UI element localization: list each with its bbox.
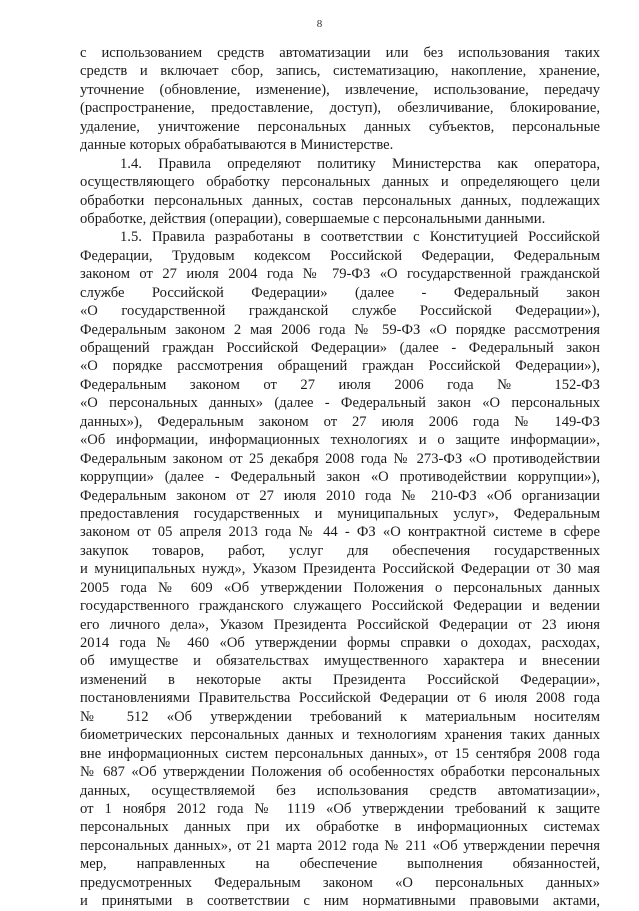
text-line: «Об информации, информационных технологиях и о защите информации», xyxy=(80,432,600,449)
text-line: «О государственной гражданской службе Российской Федерации»), xyxy=(80,303,600,320)
text-line: вне информационных систем персональных данных», от 15 сентября 2008 года xyxy=(80,745,600,762)
text-line: законом от 05 апреля 2013 года № 44 - ФЗ «О контрактной системе в сфере xyxy=(80,524,600,541)
text-line: законом от 27 июля 2004 года № 79-ФЗ «О государственной гражданской xyxy=(80,266,600,283)
text-line: «О порядке рассмотрения обращений граждан Российской Федерации»), xyxy=(80,358,600,375)
text-line: закупок товаров, работ, услуг для обеспечения государственных xyxy=(80,542,600,559)
text-line: обращений граждан Российской Федерации» (далее - Федеральный закон xyxy=(80,340,600,356)
text-line: Федеральным законом от 27 июля 2010 года № 210-ФЗ «Об организации xyxy=(80,487,600,504)
text-line: с использованием средств автоматизации или без использования таких xyxy=(80,45,600,61)
text-line: постановлениями Правительства Российской Федерации от 6 июля 2008 года xyxy=(80,690,600,707)
text-line: об имуществе и обязательствах имущественного характера и внесении xyxy=(80,653,600,670)
body-text xyxy=(80,44,600,911)
page-number: 8 xyxy=(316,18,323,30)
text-line: изменений в некоторые акты Президента Российской Федерации», xyxy=(80,671,600,688)
text-line: мер, направленных на обеспечение выполнения обязанностей, xyxy=(80,856,600,873)
text-line: 2014 года № 460 «Об утверждении формы справки о доходах, расходах, xyxy=(80,635,600,651)
text-line: № 512 «Об утверждении требований к материальным носителям xyxy=(80,708,600,725)
text-line: предусмотренных Федеральным законом «О персональных данных» xyxy=(80,874,600,891)
text-line: предоставления государственных и муниципальных услуг», Федеральным xyxy=(80,505,600,522)
text-line: «О персональных данных» (далее - Федеральный закон «О персональных xyxy=(80,395,600,412)
text-line: персональных данных при их обработке в информационных системах xyxy=(80,819,600,836)
text-line: данных, осуществляемой без использования средств автоматизации», xyxy=(80,782,600,799)
text-line: уточнение (обновление, изменение), извлечение, использование, передачу xyxy=(80,81,600,98)
text-line: обработки персональных данных, состав персональных данных, подлежащих xyxy=(80,192,600,209)
text-line: 2005 года № 609 «Об утверждении Положения о персональных данных xyxy=(80,579,600,596)
paragraph-1-5-start: 1.5. Правила разработаны в соответствии с Конституцией Российской xyxy=(120,229,600,246)
text-line: № 687 «Об утверждении Положения об особенностях обработки персональных xyxy=(80,764,600,781)
text-line: и принятыми в соответствии с ним нормативными правовыми актами, xyxy=(80,893,600,910)
text-line: персональных данных», от 21 марта 2012 года № 211 «Об утверждении перечня xyxy=(80,837,600,854)
text-line: государственного гражданского служащего Российской Федерации и ведении xyxy=(80,598,600,615)
text-line: Федерации, Трудовым кодексом Российской Федерации, Федеральным xyxy=(80,247,600,264)
text-line: Федеральным законом от 25 декабря 2008 года № 273-ФЗ «О противодействии xyxy=(80,450,600,467)
text-line: обработке, действия (операции), совершаемые с персональными данными. xyxy=(80,210,546,227)
text-line: от 1 ноября 2012 года № 1119 «Об утверждении требований к защите xyxy=(80,800,600,817)
text-line: биометрических персональных данных и технологиям хранения таких данных xyxy=(80,727,600,744)
text-line: и муниципальных нужд», Указом Президента Российской Федерации от 30 мая xyxy=(80,561,600,578)
text-line: коррупции» (далее - Федеральный закон «О противодействии коррупции»), xyxy=(80,469,600,486)
text-line: Федеральным законом 2 мая 2006 года № 59-ФЗ «О порядке рассмотрения xyxy=(80,321,600,338)
text-line: Федеральным законом от 27 июля 2006 года № 152-ФЗ xyxy=(80,376,600,393)
text-line: его личного дела», Указом Президента Российской Федерации от 23 июня xyxy=(80,616,600,633)
text-line: данные которых обрабатываются в Министерстве. xyxy=(80,137,394,154)
text-line: осуществляющего обработку персональных данных и определяющего цели xyxy=(80,174,600,191)
text-line: средств и включает сбор, запись, систематизацию, накопление, хранение, xyxy=(80,63,600,80)
text-line: данных»), Федеральным законом от 27 июля 2006 года № 149-ФЗ xyxy=(80,413,600,430)
text-line: удаление, уничтожение персональных данных субъектов, персональные xyxy=(80,118,600,135)
text-line: службе Российской Федерации» (далее - Федеральный закон xyxy=(80,284,600,301)
text-line: (распространение, предоставление, доступ), обезличивание, блокирование, xyxy=(80,100,600,117)
paragraph-1-4-start: 1.4. Правила определяют политику Министерства как оператора, xyxy=(120,155,600,172)
